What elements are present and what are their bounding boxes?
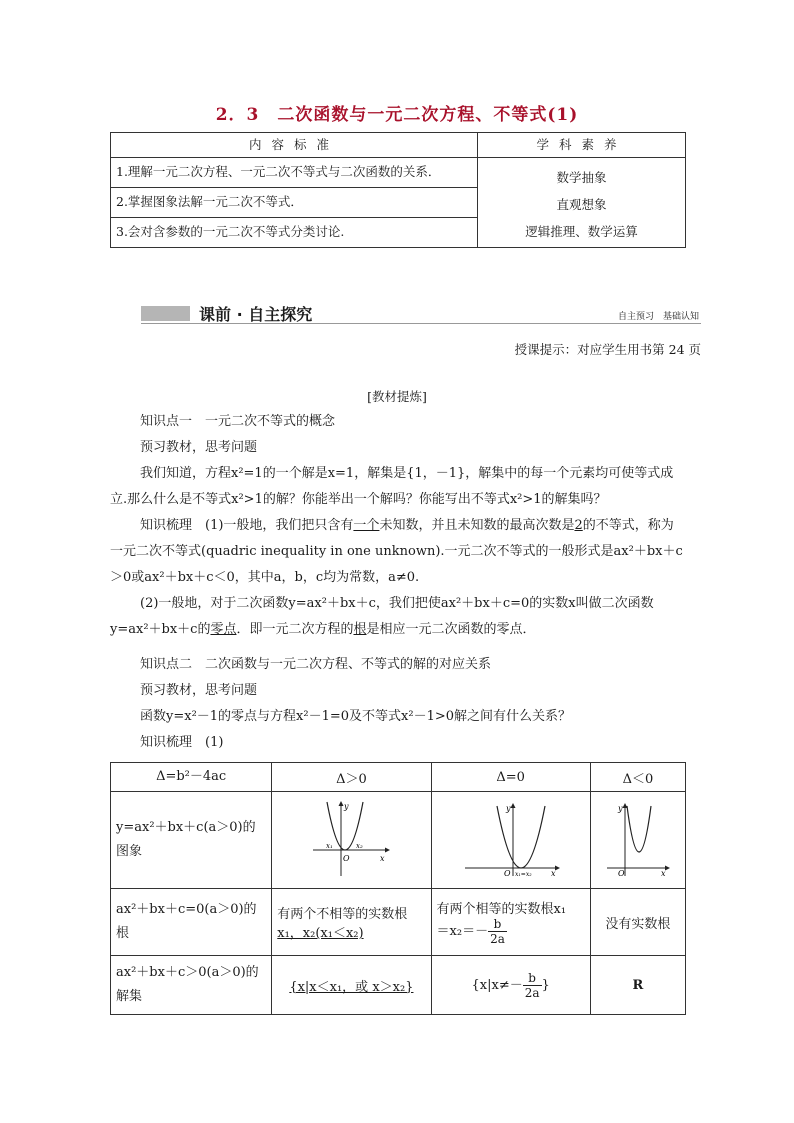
svg-text:x: x [380, 854, 385, 863]
svg-text:O: O [343, 854, 350, 863]
svg-text:y: y [617, 804, 623, 813]
solution-positive: {x|x＜x₁，或 x＞x₂} [272, 956, 431, 1015]
parabola-one-root-graph [461, 798, 561, 878]
literacy-item: 数学抽象 [556, 170, 607, 185]
textbook-label: [教材提炼] [367, 389, 427, 404]
solution-negative: R [590, 956, 685, 1015]
kp1-question: 我们知道，方程x²=1的一个解是x=1，解集是{1，－1}，解集中的每一个元素均可使等式成立.那么什么是不等式x²>1的解？你能举出一个解吗？你能写出不等式x²>1的解集吗？ [110, 466, 674, 507]
svg-text:x₁: x₁ [326, 842, 334, 850]
standard-item-3: 3.会对含参数的一元二次不等式分类讨论. [111, 218, 478, 248]
kp2-question: 函数y=x²－1的零点与方程x²－1=0及不等式x²－1>0解之间有什么关系？ [140, 709, 572, 724]
graph-zero [431, 792, 590, 889]
relation-table [110, 762, 686, 1015]
blank-answer: 零点 [210, 622, 237, 637]
blank-answer: 根 [353, 622, 367, 637]
svg-text:y: y [344, 802, 349, 811]
parabola-no-root-graph [605, 798, 671, 878]
kp2-heading: 知识点二 二次函数与一元二次方程、不等式的解的对应关系 [140, 657, 492, 672]
row-graph-label: y=ax²＋bx＋c(a＞0)的图象 [111, 792, 272, 889]
header-negative: Δ＜0 [590, 763, 685, 792]
svg-text:y: y [505, 804, 511, 813]
knowledge-point-1 [110, 409, 686, 643]
graph-positive [272, 792, 431, 889]
kp2-sub: 预习教材，思考问题 [140, 683, 258, 698]
literacy-item: 逻辑推理、数学运算 [525, 224, 638, 239]
standard-item-1: 1.理解一元二次方程、一元二次不等式与二次函数的关系． [111, 158, 478, 188]
svg-text:x₁=x₂: x₁=x₂ [514, 871, 532, 878]
roots-zero: 有两个相等的实数根x₁ ＝x₂＝－ $\frac{b}{2a}$ [431, 889, 590, 956]
header-positive: Δ＞0 [272, 763, 431, 792]
fraction: $\frac{b}{2a}$ [524, 970, 540, 1000]
svg-text:O: O [617, 869, 625, 878]
kp2-summary: 知识梳理 (1) [140, 735, 224, 750]
solution-zero: {x|x≠－ $\frac{b}{2a}$ } [431, 956, 590, 1015]
fraction: $\frac{b}{2a}$ [490, 917, 505, 946]
knowledge-point-2 [110, 652, 686, 756]
kp1-summary-1: 知识梳理 (1)一般地，我们把只含有一个未知数，并且未知数的最高次数是2的不等式，称为一元二次不等式(quadric inequality in one unknown).一元二次不等式的一般形式是ax²＋bx＋c＞0或ax²＋bx＋c＜0，其中a，b，c均为常数，a≠0. [110, 518, 683, 585]
kp1-summary-2: (2)一般地，对于二次函数y=ax²＋bx＋c，我们把使ax²＋bx＋c=0的实数x叫做二次函数y=ax²＋bx＋c的零点．即一元二次方程的根是相应一元二次函数的零点． [110, 596, 654, 637]
section-title: 课前 · 自主探究 [199, 305, 313, 324]
svg-text:x: x [550, 869, 556, 878]
header-discriminant: Δ=b²－4ac [111, 763, 272, 792]
parabola-two-roots-graph [311, 798, 391, 878]
svg-text:x: x [660, 869, 666, 878]
svg-text:O: O [503, 869, 511, 878]
header-zero: Δ=0 [431, 763, 590, 792]
row-solution-label: ax²＋bx＋c＞0(a＞0)的解集 [111, 956, 272, 1015]
literacy-item: 直观想象 [556, 197, 607, 212]
graph-negative [590, 792, 685, 889]
row-roots-label: ax²＋bx＋c=0(a＞0)的根 [111, 889, 272, 956]
roots-negative: 没有实数根 [590, 889, 685, 956]
teaching-hint: 授课提示：对应学生用书第 24 页 [514, 342, 701, 357]
standards-header: 内容标准 [111, 133, 478, 158]
roots-positive: 有两个不相等的实数根 x₁，x₂(x₁＜x₂) [272, 889, 431, 956]
literacy-cell [478, 158, 686, 248]
section-bar-block [141, 306, 190, 321]
blank-answer: 一个 [353, 518, 380, 533]
kp1-sub: 预习教材，思考问题 [140, 440, 258, 455]
kp1-heading: 知识点一 一元二次不等式的概念 [140, 414, 336, 429]
section-bar [141, 305, 701, 324]
standards-table [110, 132, 686, 248]
standard-item-2: 2.掌握图象法解一元二次不等式． [111, 188, 478, 218]
blank-answer: 2 [574, 518, 583, 533]
page-title: 2．3 二次函数与一元二次方程、不等式(1) [215, 105, 579, 125]
section-right-label: 自主预习 基础认知 [617, 312, 699, 322]
literacy-header: 学科素养 [478, 133, 686, 158]
svg-text:x₂: x₂ [356, 842, 364, 850]
